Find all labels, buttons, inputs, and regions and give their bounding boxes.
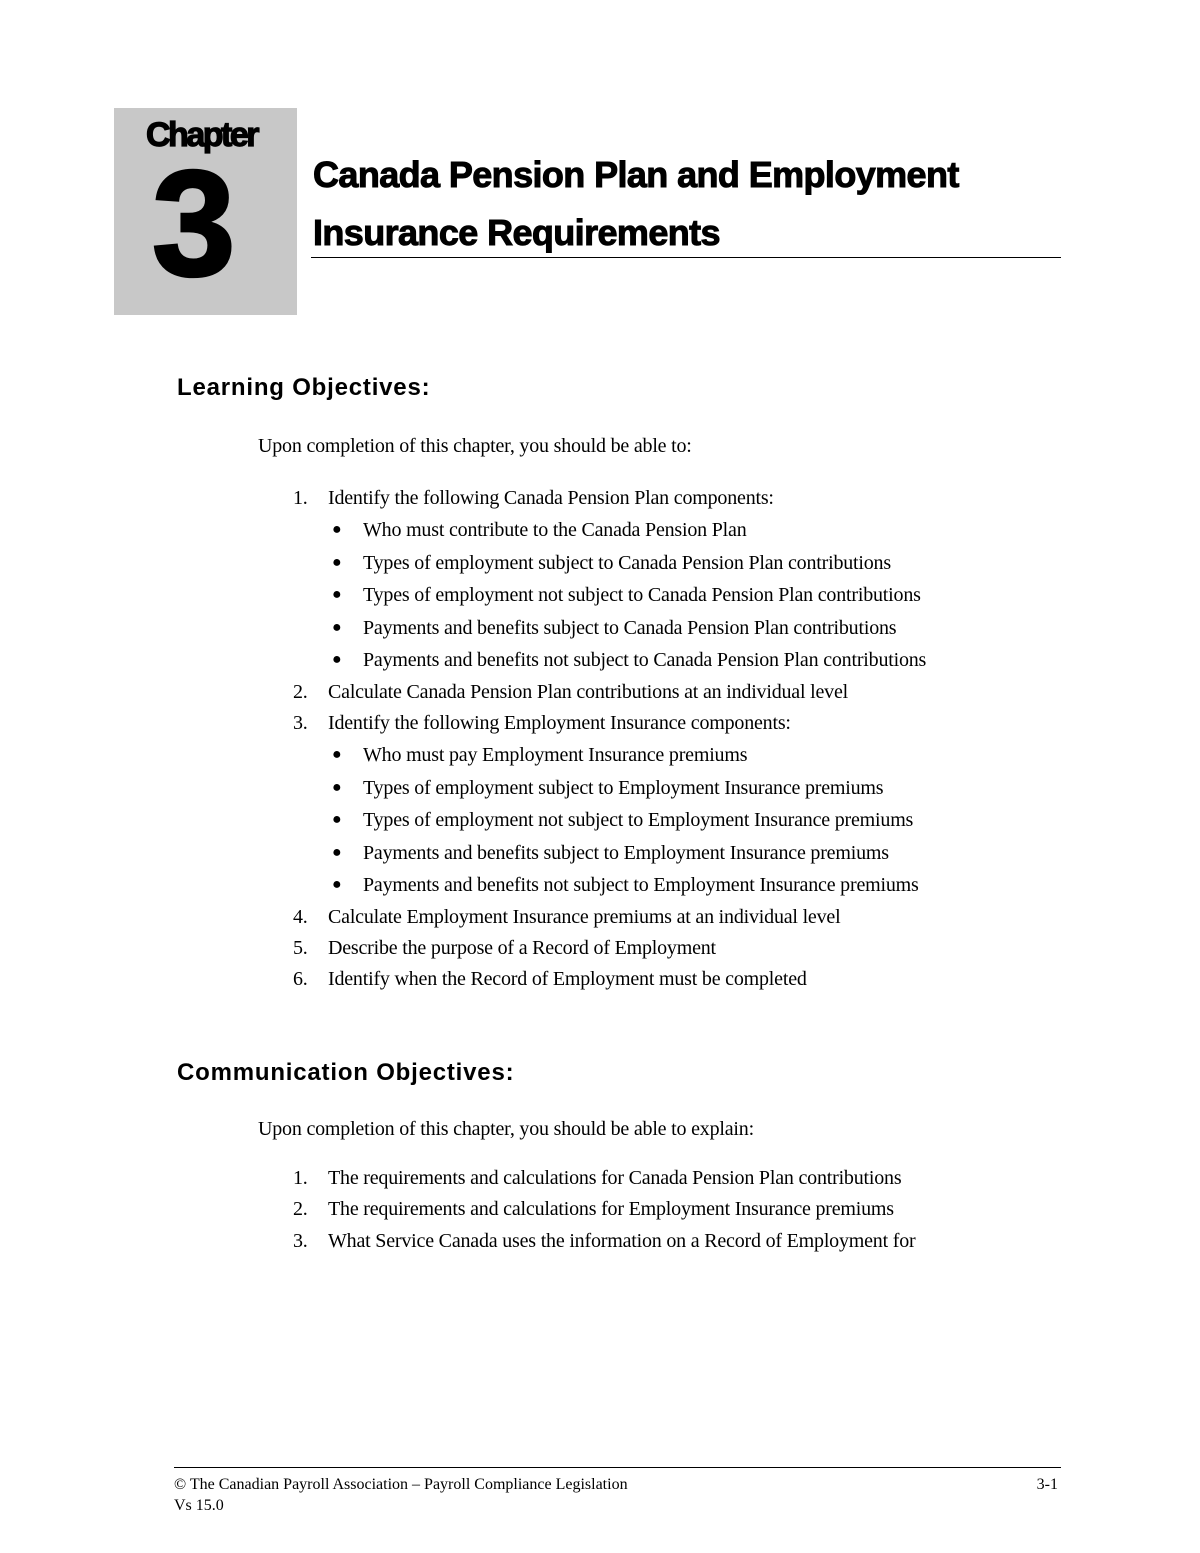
- chapter-label: Chapter: [146, 116, 257, 154]
- objective-item: [293, 1194, 916, 1225]
- footer-copyright: © The Canadian Payroll Association – Payroll Compliance Legislation: [174, 1476, 628, 1493]
- objective-number: 2.: [293, 1198, 308, 1221]
- learning-objectives-list: [293, 483, 926, 996]
- objective-item: [293, 933, 926, 964]
- bullet-icon: ●: [332, 778, 342, 796]
- footer-divider: [174, 1467, 1061, 1468]
- objective-sub-text: Payments and benefits not subject to Canada Pension Plan contributions: [363, 649, 927, 672]
- objective-text: What Service Canada uses the information on a Record of Employment for: [328, 1229, 916, 1252]
- objective-sub-text: Who must pay Employment Insurance premiums: [363, 744, 748, 767]
- objective-item: [293, 1163, 916, 1194]
- bullet-icon: ●: [332, 553, 342, 571]
- bullet-icon: ●: [332, 586, 342, 604]
- objective-sub-item: [328, 547, 926, 580]
- objective-item: [293, 708, 926, 902]
- objective-text: Identify the following Employment Insurance components:: [328, 712, 791, 735]
- objective-sub-item: [328, 612, 926, 645]
- chapter-title: Canada Pension Plan and Employment Insurance Requirements: [313, 154, 959, 253]
- objective-sub-item: [328, 579, 926, 612]
- page-number: 3-1: [1036, 1476, 1058, 1493]
- objective-sub-item: [328, 804, 926, 837]
- footer-version: Vs 15.0: [174, 1497, 224, 1514]
- objective-sub-item: [328, 739, 926, 772]
- objective-sub-item: [328, 837, 926, 870]
- bullet-icon: ●: [332, 746, 342, 764]
- objective-sub-text: Types of employment not subject to Employment Insurance premiums: [363, 809, 914, 832]
- objective-sub-text: Payments and benefits not subject to Employment Insurance premiums: [363, 874, 919, 897]
- objective-number: 2.: [293, 680, 308, 703]
- objective-sub-text: Types of employment not subject to Canada Pension Plan contributions: [363, 584, 921, 607]
- learning-objectives-heading: Learning Objectives:: [177, 374, 431, 401]
- objective-sub-list: [328, 739, 926, 902]
- objective-text: The requirements and calculations for Canada Pension Plan contributions: [328, 1167, 902, 1189]
- learning-objectives-intro: Upon completion of this chapter, you should be able to:: [258, 435, 692, 457]
- objective-sub-text: Types of employment subject to Canada Pension Plan contributions: [363, 551, 891, 574]
- objective-number: 5.: [293, 937, 308, 960]
- footer: [174, 1474, 628, 1516]
- objective-sub-text: Who must contribute to the Canada Pension Plan: [363, 519, 747, 542]
- objective-number: 1.: [293, 487, 308, 509]
- objective-number: 4.: [293, 905, 308, 928]
- objective-text: The requirements and calculations for Employment Insurance premiums: [328, 1198, 894, 1221]
- objective-text: Calculate Canada Pension Plan contributions at an individual level: [328, 680, 849, 703]
- bullet-icon: ●: [332, 843, 342, 861]
- objective-text: Describe the purpose of a Record of Employment: [328, 937, 716, 960]
- objective-sub-text: Payments and benefits subject to Canada Pension Plan contributions: [363, 616, 897, 639]
- objective-text: Identify the following Canada Pension Plan components:: [328, 487, 774, 509]
- objective-text: Calculate Employment Insurance premiums at an individual level: [328, 905, 841, 928]
- objective-number: 3.: [293, 712, 308, 735]
- objective-item: [293, 964, 926, 995]
- objective-sub-item: [328, 772, 926, 805]
- objective-item: [293, 902, 926, 933]
- communication-objectives-intro: Upon completion of this chapter, you should be able to explain:: [258, 1118, 754, 1140]
- bullet-icon: ●: [332, 618, 342, 636]
- objective-sub-item: [328, 644, 926, 677]
- objective-number: 1.: [293, 1167, 308, 1189]
- bullet-icon: ●: [332, 521, 342, 539]
- objective-sub-item: [328, 869, 926, 902]
- objective-sub-item: [328, 514, 926, 547]
- bullet-icon: ●: [332, 651, 342, 669]
- objective-number: 3.: [293, 1229, 308, 1252]
- objective-item: [293, 1226, 916, 1257]
- bullet-icon: ●: [332, 876, 342, 894]
- objective-sub-list: [328, 514, 926, 677]
- objective-item: [293, 677, 926, 708]
- chapter-number: 3: [152, 139, 236, 307]
- title-underline: [311, 257, 1061, 258]
- objective-text: Identify when the Record of Employment must be completed: [328, 968, 807, 991]
- objective-sub-text: Types of employment subject to Employment Insurance premiums: [363, 776, 884, 799]
- communication-objectives-list: [293, 1163, 916, 1257]
- objective-sub-text: Payments and benefits subject to Employment Insurance premiums: [363, 841, 889, 864]
- objective-item: [293, 483, 926, 677]
- communication-objectives-heading: Communication Objectives:: [177, 1059, 515, 1086]
- objective-number: 6.: [293, 968, 308, 991]
- bullet-icon: ●: [332, 811, 342, 829]
